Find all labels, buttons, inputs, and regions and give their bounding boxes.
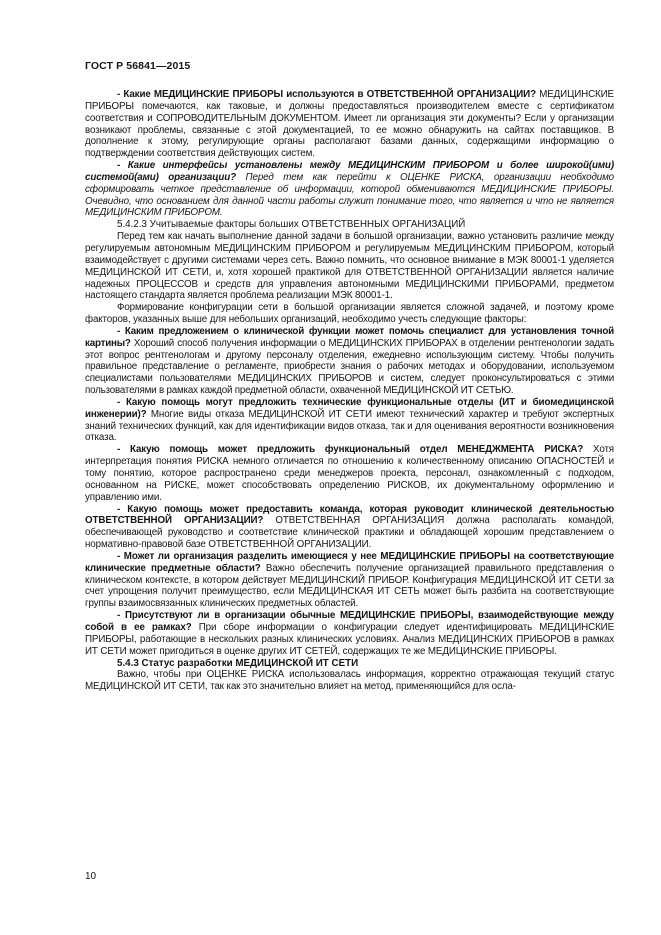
paragraph-text: МЕДИЦИНСКИЕ ПРИБОРЫ помечаются, как таковые, и должны предоставляться производителем вместе с сертификатом соответствия и СОПРОВОДИТЕЛЬНЫМ ДОКУМЕНТОМ. Имеет ли организация эти документы? Если у организации возникают проблемы, связанные с этой документацией, то ее можно обнаружить на сайтах поставщиков. В дополнение к этому, регулирующие органы располагают базами данных, содержащими информацию о подтверждении соответствия действующих систем. — [85, 89, 614, 160]
paragraph-text: ОТВЕТСТВЕННАЯ ОРГАНИЗАЦИЯ должна располагать командой, обеспечивающей руководство и соответствие клинической практики и обладающей хорошим представлением о нормативно-правовой базе ОТВЕТСТВЕННОЙ ОРГАНИЗАЦИИ. — [85, 515, 614, 551]
paragraph-question-technical — [85, 397, 614, 444]
paragraph-question-risk-management — [85, 444, 614, 503]
question-lead: - Какие интерфейсы установлены между МЕДИЦИНСКИМ ПРИБОРОМ и более широкой(ими) системой(ами) организации? — [85, 160, 614, 183]
section-heading-5-4-2-3: 5.4.2.3 Учитываемые факторы больших ОТВЕТСТВЕННЫХ ОРГАНИЗАЦИЙ — [117, 219, 466, 231]
question-lead: - Какую помощь могут предложить технические функциональные отделы (ИТ и биомедицинской инженерии)? — [85, 396, 614, 420]
paragraph-question-clinical — [85, 326, 614, 397]
question-lead: - Присутствуют ли в организации обычные МЕДИЦИНСКИЕ ПРИБОРЫ, взаимодействующие между собой в ее рамках? — [85, 610, 614, 633]
paragraph-text: Важно обеспечить получение организацией правильного представления о клиническом контексте, в котором действует МЕДИЦИНСКИЙ ПРИБОР. Конфигурация МЕДИЦИНСКОЙ ИТ СЕТИ за счет упрощения получит преимущество, если МЕДИЦИНСКАЯ ИТ СЕТЬ может быть разбита на соответствующие группы взаимосвязанных клинических предметных областей. — [85, 562, 615, 610]
paragraph-large-org-intro: Перед тем как начать выполнение данной задачи в большой организации, важно установить различие между регулируемым автономным МЕДИЦИНСКИМ ПРИБОРОМ и регулируемым МЕДИЦИНСКИМ ПРИБОРОМ, который взаимодействует с другими системами через сеть. Важно помнить, что основное внимание в МЭК 80001-1 уделяется МЕДИЦИНСКОЙ ИТ СЕТИ, и, хотя хорошей практикой для ОТВЕТСТВЕННОЙ ОРГАНИЗАЦИИ является наличие надежных ПРОЦЕССОВ и средств для управления автономными МЕДИЦИНСКИМИ ПРИБОРАМИ, предметом настоящего стандарта является проблема реализации МЭК 80001-1. — [85, 231, 614, 302]
section-heading-5-4-3: 5.4.3 Статус разработки МЕДИЦИНСКОЙ ИТ СЕТИ — [117, 657, 359, 669]
paragraph-status: Важно, чтобы при ОЦЕНКЕ РИСКА использовалась информация, корректно отражающая текущий статус МЕДИЦИНСКОЙ ИТ СЕТИ, так как это значительно влияет на метод, применяющийся для осла- — [85, 669, 614, 693]
paragraph-question-clinical-team — [85, 504, 614, 551]
question-lead: - Какую помощь может предоставить команда, которая руководит клинической деятельностью ОТВЕТСТВЕННОЙ ОРГАНИЗАЦИИ? — [85, 503, 614, 527]
paragraph-question-interfaces — [85, 160, 614, 219]
paragraph-text: Перед тем как перейти к ОЦЕНКЕ РИСКА, организации необходимо сформировать четкое представление об информации, которой обмениваются МЕДИЦИНСКИЕ ПРИБОРЫ. Очевидно, что основанием для данной части работы служит понимание того, что является и что не является МЕДИЦИНСКИМ ПРИБОРОМ. — [85, 171, 614, 219]
page-number: 10 — [85, 871, 97, 882]
document-body — [85, 89, 614, 693]
question-lead: - Какую помощь может предложить функциональный отдел МЕНЕДЖМЕНТА РИСКА? — [117, 444, 584, 456]
document-header: ГОСТ Р 56841—2015 — [85, 60, 191, 72]
paragraph-question-common-devices — [85, 610, 614, 657]
paragraph-question-devices — [85, 89, 614, 160]
question-lead: - Каким предложением о клинической функции может помочь специалист для установления точной картины? — [85, 325, 614, 349]
paragraph-text: При сборе информации о конфигурации следует идентифицировать МЕДИЦИНСКИЕ ПРИБОРЫ, работающие в нескольких разных клинических условиях. Анализ МЕДИЦИНСКИХ ПРИБОРОВ в рамках ИТ СЕТИ может пригодиться в оценке других ИТ СЕТЕЙ, содержащих те же МЕДИЦИНСКИЕ ПРИБОРЫ. — [85, 621, 614, 657]
paragraph-question-domains — [85, 551, 614, 610]
question-lead: - Какие МЕДИЦИНСКИЕ ПРИБОРЫ используются в ОТВЕТСТВЕННОЙ ОРГАНИЗАЦИИ? — [117, 89, 536, 100]
paragraph-text: Хороший способ получения информации о МЕДИЦИНСКИХ ПРИБОРАХ в отделении рентгенологии задать этот вопрос рентгенологам и другому персоналу отделения, ежедневно использующим систему. Чтобы получить правильное представление о регламенте, приобрести знания о рабочих методах и оборудовании, используемом специалистами пользователями МЕДИЦИНСКИХ ПРИБОРОВ и систем, следует проконсультироваться с этими пользователями в рамках каждой предметной области, охваченной МЕДИЦИНСКОЙ ИТ СЕТЬЮ. — [85, 337, 614, 397]
paragraph-text: Многие виды отказа МЕДИЦИНСКОЙ ИТ СЕТИ имеют технический характер и требуют экспертных знаний технических функций, как для идентификации видов отказа, так и для оценивания вероятности возникновения отказа. — [85, 408, 614, 444]
paragraph-text: Хотя интерпретация понятия РИСКА немного отличается по отношению к количественному описанию ОПАСНОСТЕЙ и тому понятию, которое распространено среди менеджеров проекта, персонал, ознакомленный с подходом, основанном на РИСКЕ, может способствовать определению РИСКОВ, их документальному оформлению и управлению ими. — [85, 444, 614, 503]
paragraph-config-factors: Формирование конфигурации сети в большой организации является сложной задачей, и поэтому кроме факторов, указанных выше для небольших организаций, необходимо учесть следующие факторы: — [85, 302, 614, 326]
question-lead: - Может ли организация разделить имеющиеся у нее МЕДИЦИНСКИЕ ПРИБОРЫ на соответствующие клинические предметные области? — [85, 550, 614, 574]
